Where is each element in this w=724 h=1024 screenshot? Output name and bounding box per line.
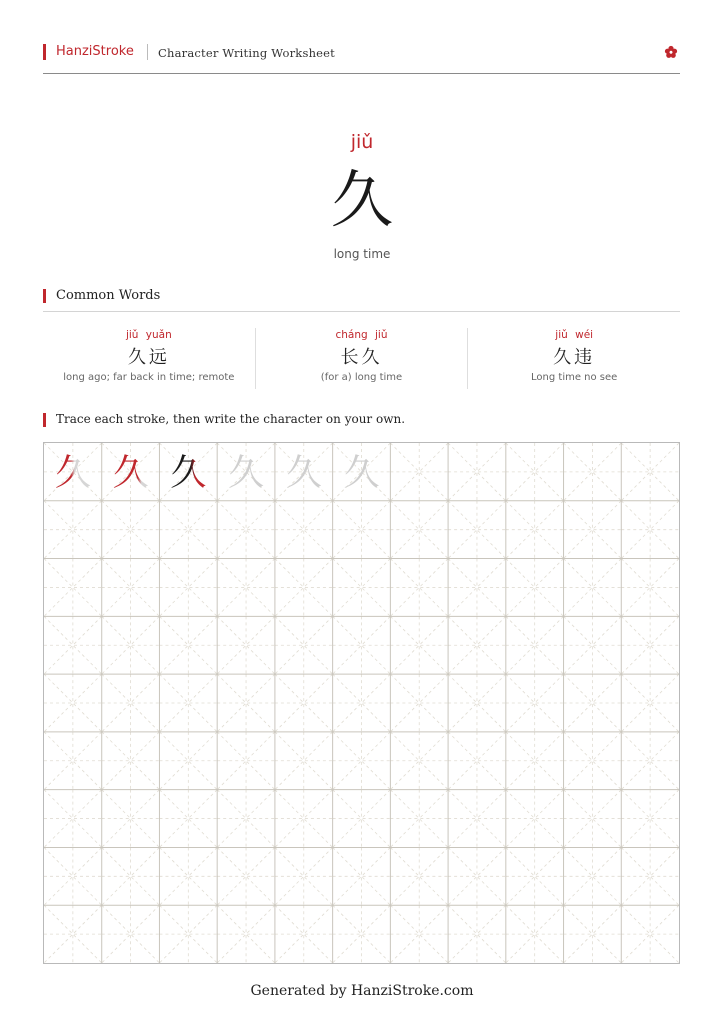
practice-cell[interactable] — [390, 790, 448, 848]
practice-cell[interactable] — [102, 559, 160, 617]
practice-cell[interactable] — [506, 790, 564, 848]
practice-cell[interactable] — [102, 790, 160, 848]
worksheet-header — [43, 42, 680, 74]
practice-cell[interactable] — [102, 616, 160, 674]
practice-cell[interactable] — [217, 847, 275, 905]
character-meaning: long time — [333, 247, 391, 261]
practice-cell[interactable] — [333, 674, 391, 732]
practice-cell[interactable] — [217, 501, 275, 559]
practice-cell[interactable] — [506, 847, 564, 905]
practice-cell[interactable] — [564, 501, 622, 559]
practice-cell[interactable] — [506, 443, 564, 501]
practice-cell[interactable] — [621, 905, 679, 963]
practice-cell[interactable] — [448, 501, 506, 559]
practice-cell[interactable] — [44, 616, 102, 674]
practice-cell[interactable] — [44, 732, 102, 790]
trace-character: 久 — [228, 452, 265, 494]
word-pinyin: jiǔ yuǎn — [125, 329, 172, 341]
trace-character: 久 — [112, 452, 149, 494]
practice-cell[interactable] — [275, 790, 333, 848]
practice-cell[interactable] — [448, 443, 506, 501]
practice-cell[interactable] — [564, 847, 622, 905]
practice-cell[interactable] — [275, 616, 333, 674]
practice-cell[interactable] — [506, 905, 564, 963]
practice-cell[interactable] — [159, 616, 217, 674]
practice-cell[interactable] — [390, 616, 448, 674]
practice-cell[interactable] — [333, 847, 391, 905]
practice-cell[interactable] — [333, 616, 391, 674]
practice-cell[interactable] — [333, 559, 391, 617]
word-meaning: Long time no see — [531, 372, 618, 383]
practice-cell[interactable] — [448, 559, 506, 617]
practice-cell[interactable] — [621, 847, 679, 905]
practice-cell[interactable] — [102, 674, 160, 732]
practice-cell[interactable] — [44, 905, 102, 963]
practice-cell[interactable] — [275, 732, 333, 790]
practice-cell[interactable] — [390, 559, 448, 617]
practice-cell[interactable] — [448, 905, 506, 963]
brand-name: HanziStroke — [56, 44, 134, 59]
practice-grid[interactable] — [43, 442, 680, 964]
word-item — [43, 328, 255, 389]
character-pinyin: jiǔ — [350, 131, 374, 153]
practice-cell[interactable] — [275, 847, 333, 905]
practice-cell[interactable] — [564, 790, 622, 848]
footer-credit: Generated by HanziStroke.com — [250, 983, 474, 999]
practice-cell[interactable] — [159, 790, 217, 848]
practice-cell[interactable] — [217, 674, 275, 732]
practice-cell[interactable] — [275, 501, 333, 559]
practice-cell[interactable] — [102, 905, 160, 963]
word-hanzi: 长久 — [340, 347, 383, 368]
practice-cell[interactable] — [621, 790, 679, 848]
practice-cell[interactable] — [390, 501, 448, 559]
practice-grid-lines — [44, 443, 679, 963]
plum-blossom-icon — [664, 45, 678, 59]
practice-cell[interactable] — [564, 732, 622, 790]
practice-cell[interactable] — [333, 905, 391, 963]
practice-cell[interactable] — [217, 559, 275, 617]
practice-cell[interactable] — [44, 674, 102, 732]
word-hanzi: 久违 — [553, 347, 596, 368]
practice-cell[interactable] — [448, 847, 506, 905]
word-hanzi: 久远 — [127, 347, 170, 368]
word-meaning: (for a) long time — [320, 372, 403, 383]
practice-cell[interactable] — [564, 559, 622, 617]
practice-cell[interactable] — [217, 905, 275, 963]
practice-cell[interactable] — [159, 559, 217, 617]
main-character: 久 — [330, 163, 393, 236]
practice-cell[interactable] — [275, 559, 333, 617]
common-words-list — [43, 328, 680, 389]
practice-cell[interactable] — [333, 732, 391, 790]
worksheet-subtitle: Character Writing Worksheet — [158, 46, 336, 60]
practice-cell[interactable] — [275, 674, 333, 732]
practice-cell[interactable] — [159, 847, 217, 905]
practice-cell[interactable] — [159, 905, 217, 963]
accent-bar — [43, 413, 46, 427]
accent-bar — [43, 289, 46, 303]
practice-cell[interactable] — [506, 559, 564, 617]
word-pinyin: cháng jiǔ — [335, 329, 388, 341]
word-pinyin: jiǔ wéi — [555, 329, 594, 341]
practice-cell[interactable] — [564, 905, 622, 963]
practice-cell[interactable] — [390, 847, 448, 905]
practice-cell[interactable] — [217, 616, 275, 674]
header-divider — [147, 44, 148, 60]
trace-character: 久 — [170, 452, 207, 494]
practice-cell[interactable] — [390, 732, 448, 790]
practice-cell[interactable] — [102, 501, 160, 559]
practice-cell[interactable] — [217, 790, 275, 848]
practice-cell[interactable] — [448, 790, 506, 848]
practice-cell[interactable] — [159, 674, 217, 732]
practice-cell[interactable] — [621, 674, 679, 732]
practice-cell[interactable] — [448, 732, 506, 790]
trace-character: 久 — [285, 452, 322, 494]
practice-cell[interactable] — [217, 732, 275, 790]
practice-cell[interactable] — [621, 616, 679, 674]
practice-cell[interactable] — [102, 732, 160, 790]
practice-instruction: Trace each stroke, then write the character on your own. — [56, 412, 406, 426]
practice-cell[interactable] — [448, 674, 506, 732]
practice-cell[interactable] — [390, 905, 448, 963]
accent-bar — [43, 44, 46, 60]
practice-cell[interactable] — [506, 616, 564, 674]
practice-cell[interactable] — [621, 443, 679, 501]
practice-cell[interactable] — [564, 443, 622, 501]
practice-cell[interactable] — [621, 501, 679, 559]
practice-cell[interactable] — [333, 501, 391, 559]
common-words-heading — [43, 288, 680, 312]
practice-cell[interactable] — [102, 847, 160, 905]
practice-cell[interactable] — [448, 616, 506, 674]
practice-cell[interactable] — [506, 501, 564, 559]
practice-cell[interactable] — [44, 847, 102, 905]
practice-cell[interactable] — [564, 674, 622, 732]
word-item — [255, 328, 468, 389]
practice-cell[interactable] — [44, 501, 102, 559]
common-words-title: Common Words — [56, 288, 161, 303]
word-item — [467, 328, 680, 389]
practice-cell[interactable] — [621, 732, 679, 790]
practice-cell[interactable] — [333, 790, 391, 848]
trace-character: 久 — [54, 452, 91, 494]
practice-cell[interactable] — [390, 443, 448, 501]
practice-cell[interactable] — [506, 732, 564, 790]
practice-cell[interactable] — [159, 732, 217, 790]
practice-cell[interactable] — [564, 616, 622, 674]
word-meaning: long ago; far back in time; remote — [63, 372, 235, 383]
practice-cell[interactable] — [506, 674, 564, 732]
practice-cell[interactable] — [44, 790, 102, 848]
practice-cell[interactable] — [44, 559, 102, 617]
trace-character: 久 — [343, 452, 380, 494]
practice-cell[interactable] — [621, 559, 679, 617]
practice-cell[interactable] — [159, 501, 217, 559]
practice-cell[interactable] — [390, 674, 448, 732]
practice-cell[interactable] — [275, 905, 333, 963]
